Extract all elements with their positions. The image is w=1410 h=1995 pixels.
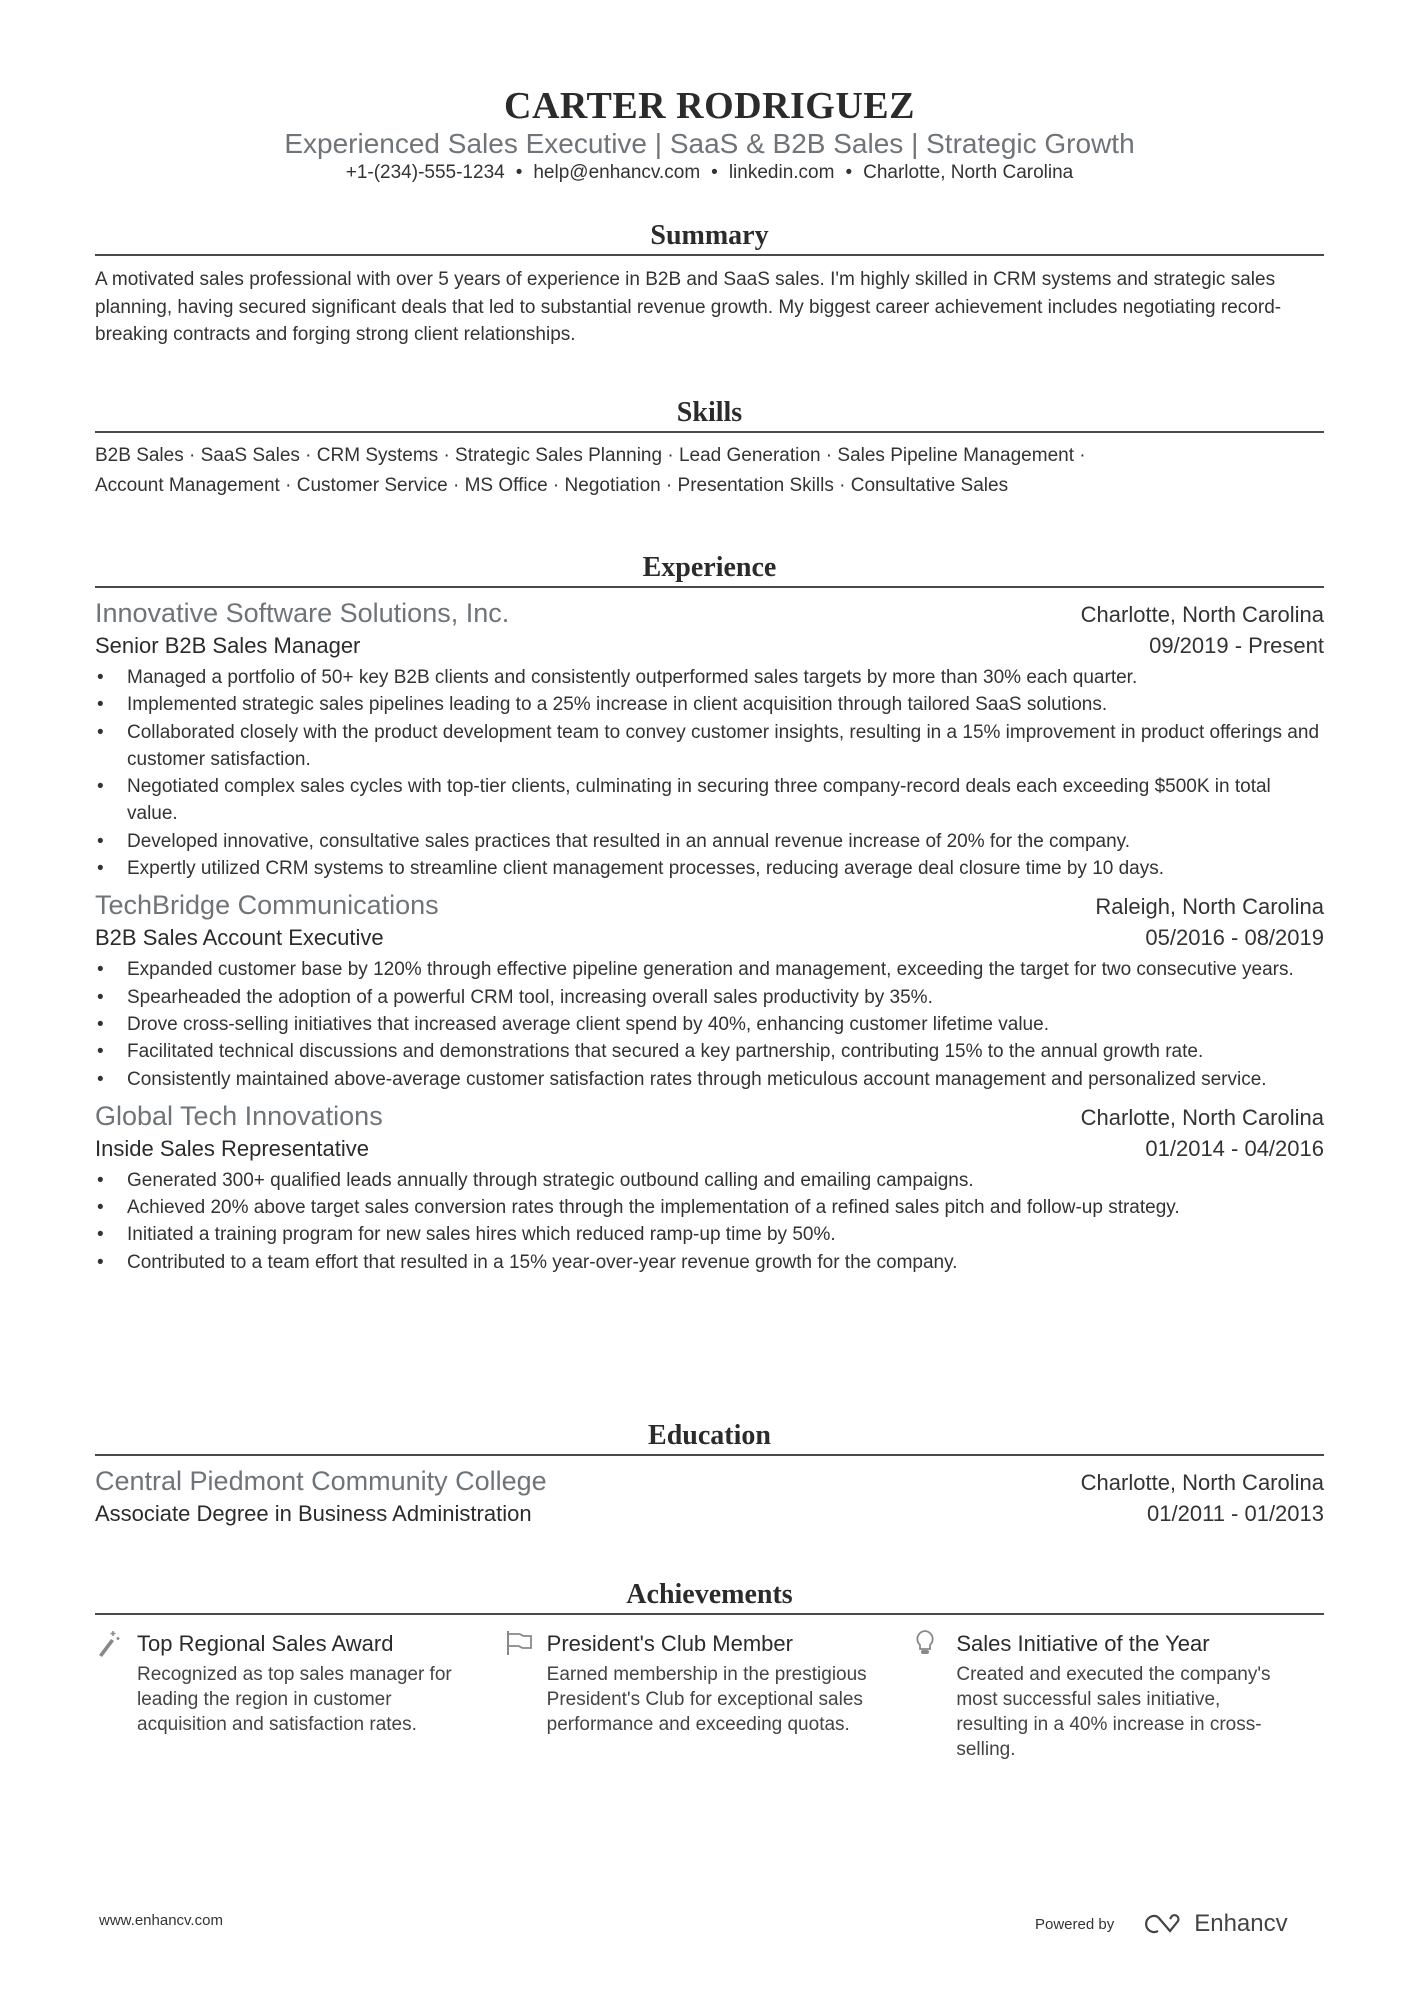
education-section [95,1416,1324,1530]
job-entry [95,888,1324,1092]
achievement-item [914,1629,1324,1762]
job-dates: 05/2016 - 08/2019 [1145,925,1324,951]
achievement-desc: Created and executed the company's most successful sales initiative, resulting in a 40% increase in cross-selling. [956,1664,1271,1760]
website-link[interactable]: www.enhancv.com [99,1912,223,1929]
flag-icon [505,1629,547,1762]
achievement-desc: Earned membership in the prestigious President's Club for exceptional sales performance and exceeding quotas. [546,1664,867,1735]
phone: +1-(234)-555-1234 [345,162,505,183]
linkedin-link[interactable]: linkedin.com [728,162,835,183]
achievements-section [95,1575,1324,1762]
enhancv-logo[interactable] [1142,1910,1287,1938]
bullet-item: • Drove cross-selling initiatives that increased average client spend by 40%, enhancing customer lifetime value. [95,1011,1324,1038]
candidate-name: CARTER RODRIGUEZ [504,85,915,127]
job-entry [95,596,1324,882]
job-role: Senior B2B Sales Manager [95,633,361,658]
enhancv-logo-icon [1142,1912,1186,1936]
achievement-desc: Recognized as top sales manager for leading the region in customer acquisition and satisfaction rates. [137,1664,452,1735]
bullet-item: • Developed innovative, consultative sales practices that resulted in an annual revenue increase of 20% for the company. [95,828,1324,855]
separator: • [515,162,523,183]
section-title: Experience [95,548,1324,588]
bullet-list [95,664,1324,882]
magic-wand-icon [95,1629,137,1762]
achievement-title: Sales Initiative of the Year [956,1631,1210,1656]
education-dates: 01/2011 - 01/2013 [1147,1501,1324,1526]
bullet-item: • Facilitated technical discussions and demonstrations that secured a key partnership, contributing 15% to the annual growth rate. [95,1038,1324,1065]
achievement-title: Top Regional Sales Award [137,1631,394,1656]
bullet-item: • Spearheaded the adoption of a powerful CRM tool, increasing overall sales productivity by 35%. [95,984,1324,1011]
job-location: Raleigh, North Carolina [1095,894,1324,920]
job-location: Charlotte, North Carolina [1080,1104,1324,1130]
separator: • [711,162,718,183]
section-title: Achievements [95,1575,1324,1615]
company-name: TechBridge Communications [95,890,439,921]
powered-by-label: Powered by [1035,1915,1115,1933]
lightbulb-icon [914,1629,956,1762]
bullet-item: • Consistently maintained above-average customer satisfaction rates through meticulous account management and personalized service. [95,1066,1324,1093]
bullet-item: • Contributed to a team effort that resulted in a 15% year-over-year revenue growth for the company. [95,1249,1324,1276]
section-title: Education [95,1416,1324,1456]
powered-by [1035,1910,1288,1938]
experience-section [95,548,1324,1276]
job-location: Charlotte, North Carolina [1080,602,1324,627]
section-title: Skills [95,393,1324,433]
school-location: Charlotte, North Carolina [1080,1470,1324,1495]
bullet-item: • Managed a portfolio of 50+ key B2B clients and consistently outperformed sales targets by more than 30% each quarter. [95,664,1324,691]
school-name: Central Piedmont Community College [95,1466,547,1496]
location: Charlotte, North Carolina [863,162,1074,183]
job-role: Inside Sales Representative [95,1135,369,1161]
company-name: Global Tech Innovations [95,1100,383,1131]
summary-section [95,216,1324,349]
job-dates: 09/2019 - Present [1149,633,1324,658]
section-title: Summary [95,216,1324,256]
summary-text: A motivated sales professional with over 5 years of experience in B2B and SaaS sales. I'm highly skilled in CRM systems and strategic sales planning, having secured significant deals that led to substantial revenue growth. My biggest career achievement includes negotiating record-breaking contracts and forging strong client relationships. [95,269,1282,345]
job-dates: 01/2014 - 04/2016 [1145,1135,1324,1161]
separator: • [845,162,853,183]
contact-info [95,162,1324,184]
brand-name: Enhancv [1194,1910,1288,1937]
job-role: B2B Sales Account Executive [95,925,384,951]
headline: Experienced Sales Executive | SaaS & B2B Sales | Strategic Growth [284,128,1135,159]
bullet-item: • Initiated a training program for new sales hires which reduced ramp-up time by 50%. [95,1221,1324,1248]
skills-section [95,393,1324,501]
bullet-item: • Expanded customer base by 120% through effective pipeline generation and management, exceeding the target for two consecutive years. [95,956,1324,983]
bullet-item: • Generated 300+ qualified leads annually through strategic outbound calling and emailing campaigns. [95,1167,1324,1194]
degree: Associate Degree in Business Administration [95,1501,532,1526]
skills-line: Account Management · Customer Service · MS Office · Negotiation · Presentation Skills · Consultative Sales [95,475,1009,496]
achievement-item [505,1629,915,1762]
email-link[interactable]: help@enhancv.com [533,162,701,183]
bullet-item: • Expertly utilized CRM systems to streamline client management processes, reducing average deal closure time by 10 days. [95,855,1324,882]
company-name: Innovative Software Solutions, Inc. [95,598,510,628]
bullet-list [95,1167,1324,1276]
achievement-title: President's Club Member [546,1631,793,1656]
bullet-list [95,956,1324,1092]
job-entry [95,1099,1324,1276]
bullet-item: • Negotiated complex sales cycles with top-tier clients, culminating in securing three company-record deals each exceeding $500K in total value. [95,773,1324,828]
bullet-item: • Implemented strategic sales pipelines leading to a 25% increase in client acquisition through tailored SaaS solutions. [95,691,1324,718]
skills-line: B2B Sales · SaaS Sales · CRM Systems · Strategic Sales Planning · Lead Generation · Sales Pipeline Management · [95,445,1086,466]
bullet-item: • Collaborated closely with the product development team to convey customer insights, resulting in a 15% improvement in product offerings and customer satisfaction. [95,719,1324,774]
achievement-item [95,1629,505,1762]
bullet-item: • Achieved 20% above target sales conversion rates through the implementation of a refined sales pitch and follow-up strategy. [95,1194,1324,1221]
